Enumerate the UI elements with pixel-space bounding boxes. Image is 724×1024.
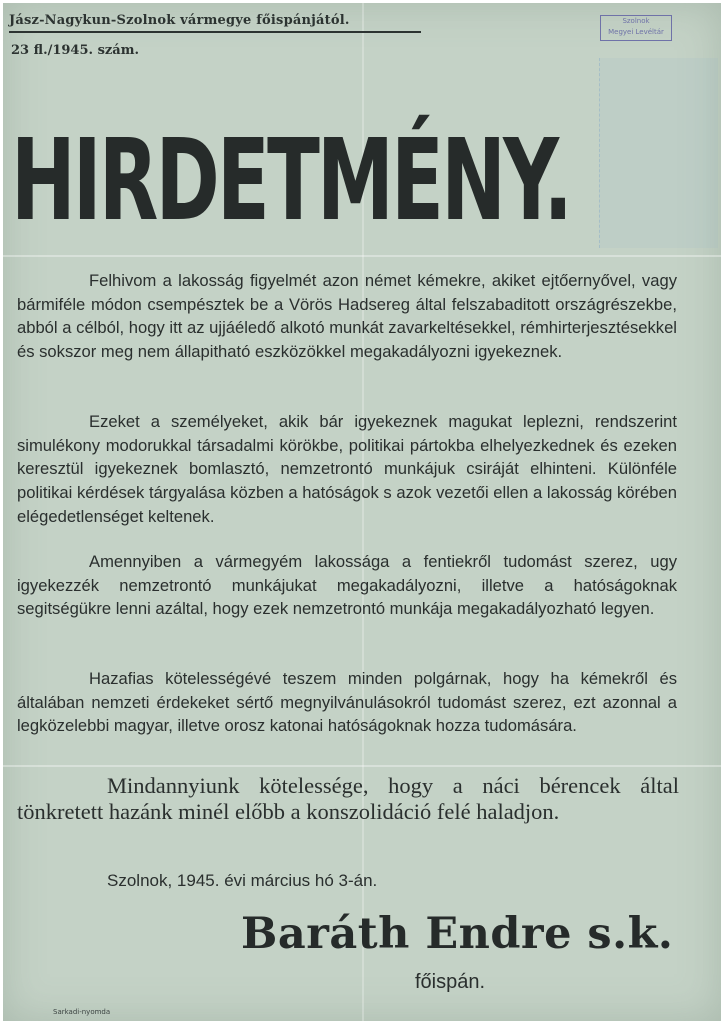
header-rule [9,31,421,33]
body-paragraph-1 [17,269,677,364]
archive-stamp [600,15,672,41]
signer-name: Baráth Endre s.k. [241,909,674,959]
reference-number: 23 fl./1945. szám. [11,43,139,58]
body-paragraph-3 [17,550,677,621]
signer-title: főispán. [415,971,486,993]
dateline: Szolnok, 1945. évi március hó 3-án. [107,871,378,890]
stamp-line-2: Megyei Levéltár [608,28,664,36]
poster-title: HIRDETMÉNY. [11,116,571,246]
issuer-line: Jász-Nagykun-Szolnok vármegye főispánjától. [9,13,350,28]
body-paragraph-4 [17,667,677,738]
closing-text: Mindannyiunk kötelessége, hogy a náci bérencek által tönkretett hazánk minél előbb a konszolidáció felé haladjon. [17,773,679,824]
paragraph-text: Hazafias kötelességévé teszem minden polgárnak, hogy ha kémekről és általában nemzeti érdekeket sértő megnyilvánulásokról tudomást szerez, ezt azonnal a legközelebbi magyar, illetve orosz katonai hatóságoknak hozza tudomására. [17,669,677,736]
stamp-line-1: Szolnok [622,17,650,25]
paragraph-text: Felhivom a lakosság figyelmét azon német kémekre, akiket ejtőernyővel, vagy bármiféle módon csempésztek be a Vörös Hadsereg által felszabaditott országrészekbe, abból a célból, hogy itt az ujjáéledő alkotó munkát zavarkeltésekkel, rémhirterjesztésekkel és sokszor meg nem állapitható eszközökkel megakadályozni igyekeznek. [17,271,677,362]
closing-statement [17,773,679,825]
paragraph-text: Ezeket a személyeket, akik bár igyekeznek magukat leplezni, rendszerint simulékony modorukkal társadalmi körökbe, politikai pártokba elhelyezkednek és ezeken keresztül igyekeznek bomlasztó, nemzetrontó munkájuk csiráját elhinteni. Különféle politikai kérdések tárgyalása közben a hatóságok s azok vezetői ellen a lakosság körében elégedetlenséget keltenek. [17,412,677,526]
paragraph-text: Amennyiben a vármegyém lakossága a fentiekről tudomást szerez, ugy igyekezzék nemzetrontó munkájukat megakadályozni, illetve a hatóságoknak segitségükre lenni azáltal, hogy ezek nemzetrontó munkája megakadályozható legyen. [17,552,677,619]
faded-stamp-area [599,58,718,248]
poster-sheet [3,3,721,1021]
body-paragraph-2 [17,410,677,529]
printer-imprint: Sarkadi-nyomda [53,1008,111,1016]
